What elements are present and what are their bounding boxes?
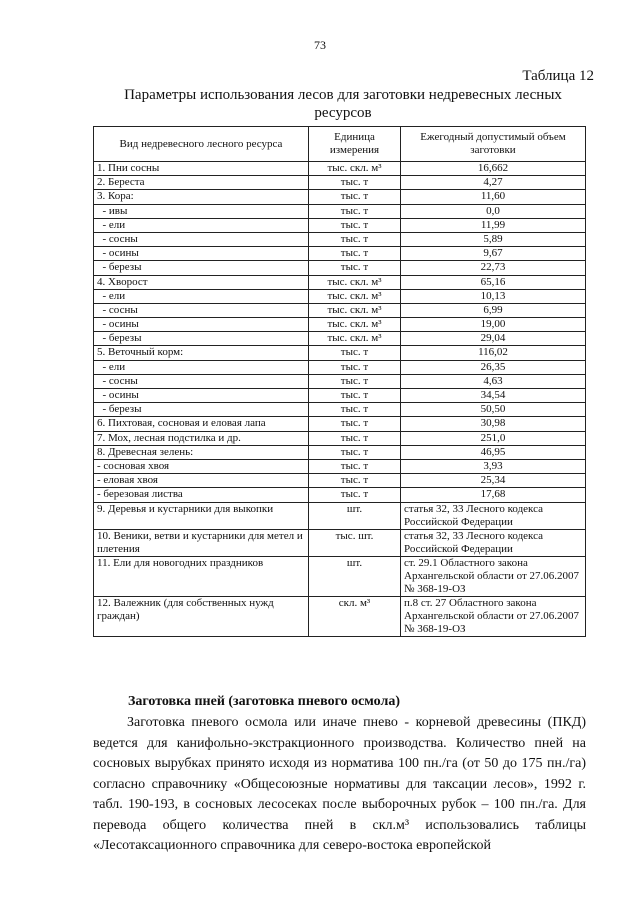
table-row [94,303,586,317]
cell-unit: тыс. т [309,218,401,232]
cell-resource: - осины [94,318,309,332]
cell-volume: 19,00 [401,318,586,332]
table-caption: Параметры использования лесов для заготовки недревесных лесных ресурсов [124,87,562,121]
column-header-volume: Ежегодный допустимый объем заготовки [401,127,586,162]
cell-unit: тыс. т [309,389,401,403]
page-number: 73 [314,38,326,52]
table-row [94,488,586,502]
cell-resource: - сосны [94,374,309,388]
table-row [94,431,586,445]
table-row [94,445,586,459]
cell-resource: - березовая листва [94,488,309,502]
cell-resource: - ели [94,289,309,303]
column-header-resource: Вид недревесного лесного ресурса [94,127,309,162]
cell-volume: 10,13 [401,289,586,303]
cell-volume: 251,0 [401,431,586,445]
cell-resource: - ели [94,360,309,374]
cell-volume: ст. 29.1 Областного закона Архангельской области от 27.06.2007 № 368-19-ОЗ [401,556,586,596]
cell-resource: 1. Пни сосны [94,162,309,176]
cell-resource: 7. Мох, лесная подстилка и др. [94,431,309,445]
cell-unit: тыс. т [309,374,401,388]
cell-resource: - ивы [94,204,309,218]
cell-unit: тыс. скл. м³ [309,303,401,317]
table-header-row [94,127,586,162]
cell-volume: 50,50 [401,403,586,417]
cell-unit: тыс. т [309,204,401,218]
cell-unit: тыс. скл. м³ [309,318,401,332]
table-row [94,474,586,488]
cell-unit: тыс. т [309,261,401,275]
cell-resource: - березы [94,261,309,275]
cell-unit: тыс. скл. м³ [309,332,401,346]
cell-resource: - осины [94,247,309,261]
column-header-unit: Единица измерения [309,127,401,162]
cell-resource: - сосновая хвоя [94,459,309,473]
cell-volume: 9,67 [401,247,586,261]
table-number: Таблица 12 [522,68,594,84]
cell-resource: - осины [94,389,309,403]
cell-unit: тыс. скл. м³ [309,275,401,289]
cell-resource: 3. Кора: [94,190,309,204]
cell-unit: тыс. т [309,176,401,190]
cell-resource: - сосны [94,232,309,246]
cell-volume: 11,99 [401,218,586,232]
cell-resource: 2. Береста [94,176,309,190]
table-row [94,318,586,332]
cell-volume: статья 32, 33 Лесного кодекса Российской Федерации [401,502,586,529]
cell-volume: 4,27 [401,176,586,190]
cell-volume: п.8 ст. 27 Областного закона Архангельской области от 27.06.2007 № 368-19-ОЗ [401,596,586,636]
cell-volume: 3,93 [401,459,586,473]
table-row [94,232,586,246]
cell-unit: тыс. т [309,190,401,204]
table-row [94,346,586,360]
cell-unit: шт. [309,502,401,529]
cell-volume: 11,60 [401,190,586,204]
cell-unit: тыс. т [309,459,401,473]
cell-unit: тыс. скл. м³ [309,289,401,303]
cell-volume: 30,98 [401,417,586,431]
table-row [94,502,586,529]
cell-unit: шт. [309,556,401,596]
table-row [94,332,586,346]
section-heading: Заготовка пней (заготовка пневого осмола) [128,694,400,709]
table-row [94,190,586,204]
cell-volume: статья 32, 33 Лесного кодекса Российской Федерации [401,529,586,556]
table-row [94,261,586,275]
table-row [94,556,586,596]
table-row [94,176,586,190]
cell-unit: тыс. т [309,232,401,246]
cell-resource: - еловая хвоя [94,474,309,488]
paragraph: Заготовка пневого осмола или иначе пнево - корневой древесины (ПКД) ведется для канифольно-экстракционного производства. Количество пней на сосновых вырубках принято исходя из норматива 100 пн./га (от 50 до 175 пн./га) согласно справочнику «Общесоюзные нормативы для таксации лесов», 1992 г. табл. 190-193, в сосновых лесосеках после выборочных рубок – 100 пн./га. Для перевода общего количества пней в скл.м³ использовались таблицы «Лесотаксационного справочника для северо-востока европейской [93,715,586,853]
cell-unit: тыс. т [309,247,401,261]
cell-volume: 46,95 [401,445,586,459]
cell-unit: тыс. шт. [309,529,401,556]
table-row [94,529,586,556]
cell-resource: 12. Валежник (для собственных нужд граждан) [94,596,309,636]
cell-unit: тыс. скл. м³ [309,162,401,176]
cell-volume: 26,35 [401,360,586,374]
cell-resource: 5. Веточный корм: [94,346,309,360]
cell-resource: 9. Деревья и кустарники для выкопки [94,502,309,529]
table-row [94,162,586,176]
cell-resource: - сосны [94,303,309,317]
table-row [94,596,586,636]
cell-unit: скл. м³ [309,596,401,636]
table-row [94,247,586,261]
table-row [94,417,586,431]
cell-resource: - березы [94,403,309,417]
cell-unit: тыс. т [309,474,401,488]
table-row [94,459,586,473]
cell-unit: тыс. т [309,488,401,502]
cell-volume: 22,73 [401,261,586,275]
table-row [94,275,586,289]
cell-volume: 116,02 [401,346,586,360]
cell-resource: 4. Хворост [94,275,309,289]
cell-unit: тыс. т [309,360,401,374]
cell-resource: 10. Веники, ветви и кустарники для метел и плетения [94,529,309,556]
cell-volume: 29,04 [401,332,586,346]
cell-volume: 65,16 [401,275,586,289]
cell-resource: - ели [94,218,309,232]
cell-volume: 16,662 [401,162,586,176]
cell-volume: 4,63 [401,374,586,388]
cell-unit: тыс. т [309,417,401,431]
cell-unit: тыс. т [309,445,401,459]
table-row [94,218,586,232]
table-row [94,374,586,388]
cell-resource: 6. Пихтовая, сосновая и еловая лапа [94,417,309,431]
table-row [94,204,586,218]
table-row [94,360,586,374]
body-text [93,713,586,857]
cell-volume: 17,68 [401,488,586,502]
cell-unit: тыс. т [309,346,401,360]
cell-resource: - березы [94,332,309,346]
table-body [94,162,586,637]
cell-resource: 8. Древесная зелень: [94,445,309,459]
cell-volume: 25,34 [401,474,586,488]
cell-resource: 11. Ели для новогодних праздников [94,556,309,596]
cell-volume: 6,99 [401,303,586,317]
table-row [94,289,586,303]
cell-unit: тыс. т [309,403,401,417]
cell-volume: 0,0 [401,204,586,218]
table-row [94,389,586,403]
cell-volume: 5,89 [401,232,586,246]
cell-unit: тыс. т [309,431,401,445]
table-row [94,403,586,417]
resource-table [93,126,586,637]
cell-volume: 34,54 [401,389,586,403]
